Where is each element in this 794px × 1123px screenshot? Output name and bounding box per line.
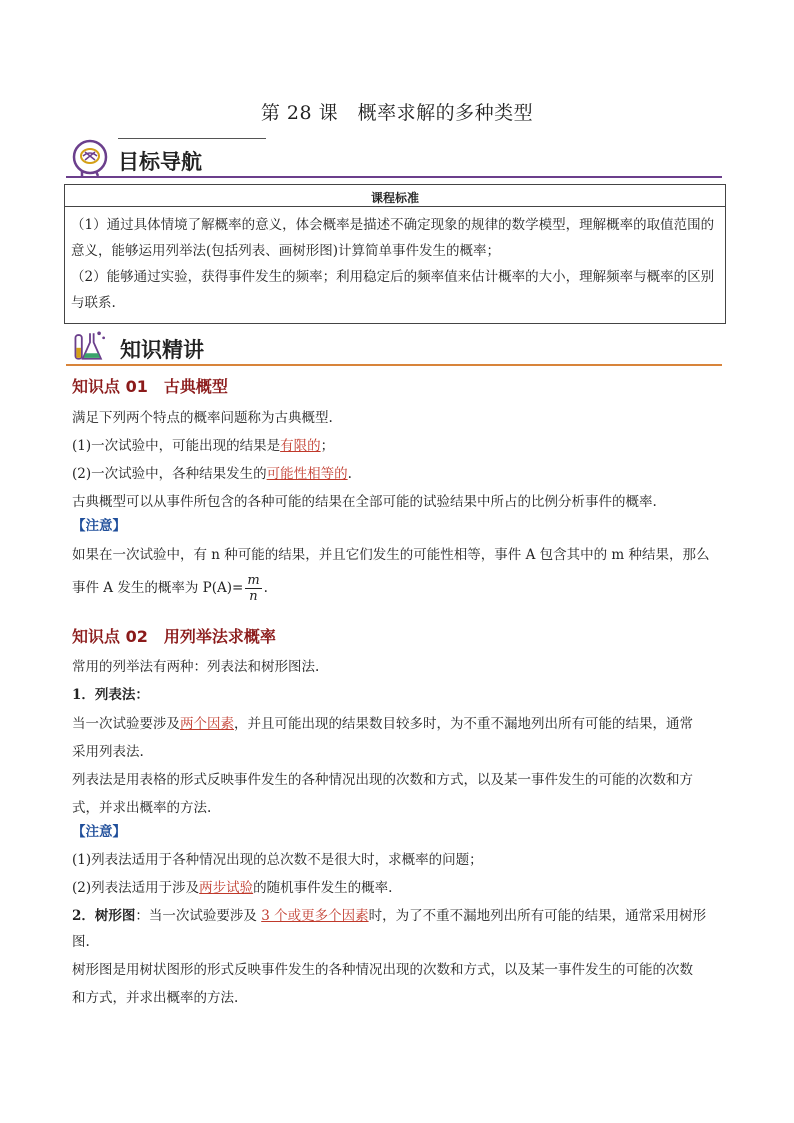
- kp2-note-1: (1)列表法适用于各种情况出现的总次数不是很大时，求概率的问题；: [72, 852, 483, 868]
- underline-two-step: 两步试验: [199, 880, 254, 896]
- standard-item-2: （2）能够通过实验，获得事件发生的频率；利用稳定后的频率值来估计概率的大小，理解频率与概率的区别与联系.: [71, 269, 715, 311]
- kp2-table-line-1: 当一次试验要涉及两个因素，并且可能出现的结果数目较多时，为不重不漏地列出所有可能的结果，通常: [72, 716, 693, 732]
- kp1-note-label: 【注意】: [72, 518, 126, 534]
- kp2-title: 知识点 02 用列举法求概率: [72, 627, 276, 646]
- fraction-m-over-n: $\frac{m}{n}$: [247, 573, 260, 604]
- kp1-intro: 满足下列两个特点的概率问题称为古典概型.: [72, 410, 333, 426]
- course-standard-header: 课程标准: [65, 185, 725, 207]
- kp2-table-line-2: 采用列表法.: [72, 744, 144, 760]
- kp2-heading-tree: 2．树形图: [72, 908, 136, 924]
- section-header-knowledge: [66, 326, 722, 366]
- kp2-table-line-3: 列表法是用表格的形式反映事件发生的各种情况出现的次数和方式，以及某一事件发生的可能的次数和方: [72, 772, 693, 788]
- kp1-title: 知识点 01 古典概型: [72, 377, 228, 396]
- section-header-goals: [66, 138, 722, 178]
- kp2-table-line-4: 式，并求出概率的方法.: [72, 800, 212, 816]
- course-standard-box: [64, 184, 726, 324]
- header-top-line: [118, 138, 266, 139]
- kp2-heading-table: 1．列表法：: [72, 687, 149, 703]
- section-title-goals: 目标导航: [118, 150, 202, 174]
- kp2-note-2: (2)列表法适用于涉及两步试验的随机事件发生的概率.: [72, 880, 393, 896]
- section-divider: [66, 176, 722, 178]
- underline-two-factors: 两个因素: [180, 716, 234, 732]
- section-title-knowledge: 知识精讲: [120, 338, 204, 362]
- underline-finite: 有限的: [280, 438, 321, 454]
- kp2-tree-line-3: 树形图是用树状图形的形式反映事件发生的各种情况出现的次数和方式，以及某一事件发生的可能的次数: [72, 962, 693, 978]
- underline-three-factors: 3 个或更多个因素: [261, 908, 369, 924]
- kp1-note-line-1: 如果在一次试验中，有 n 种可能的结果，并且它们发生的可能性相等，事件 A 包含其中的 m 种结果，那么: [72, 547, 710, 563]
- kp1-description: 古典概型可以从事件所包含的各种可能的结果在全部可能的试验结果中所占的比例分析事件的概率.: [72, 494, 657, 510]
- kp1-note-line-2: 事件 A 发生的概率为 P(A)= $\frac{m}{n}$ .: [72, 573, 268, 604]
- section-divider-orange: [66, 364, 722, 366]
- kp2-note-label: 【注意】: [72, 824, 126, 840]
- kp2-tree-line-1: 2．树形图：当一次试验要涉及 3 个或更多个因素时，为了不重不漏地列出所有可能的结果，通常采用树形: [72, 908, 707, 924]
- underline-equal-likely: 可能性相等的: [266, 466, 348, 482]
- lab-flask-icon: [70, 326, 110, 366]
- kp1-item-2: (2)一次试验中，各种结果发生的可能性相等的.: [72, 466, 352, 482]
- page-title: 第 28 课 概率求解的多种类型: [260, 102, 534, 124]
- kp1-item-1: (1)一次试验中，可能出现的结果是有限的；: [72, 438, 335, 454]
- kp2-intro: 常用的列举法有两种：列表法和树形图法.: [72, 659, 320, 675]
- standard-item-1: （1）通过具体情境了解概率的意义，体会概率是描述不确定现象的规律的数学模型，理解概率的取值范围的意义，能够运用列举法(包括列表、画树形图)计算简单事件发生的概率；: [71, 217, 715, 259]
- kp2-tree-line-2: 图.: [72, 934, 90, 950]
- brain-head-icon: [70, 138, 110, 178]
- kp2-tree-line-4: 和方式，并求出概率的方法.: [72, 990, 239, 1006]
